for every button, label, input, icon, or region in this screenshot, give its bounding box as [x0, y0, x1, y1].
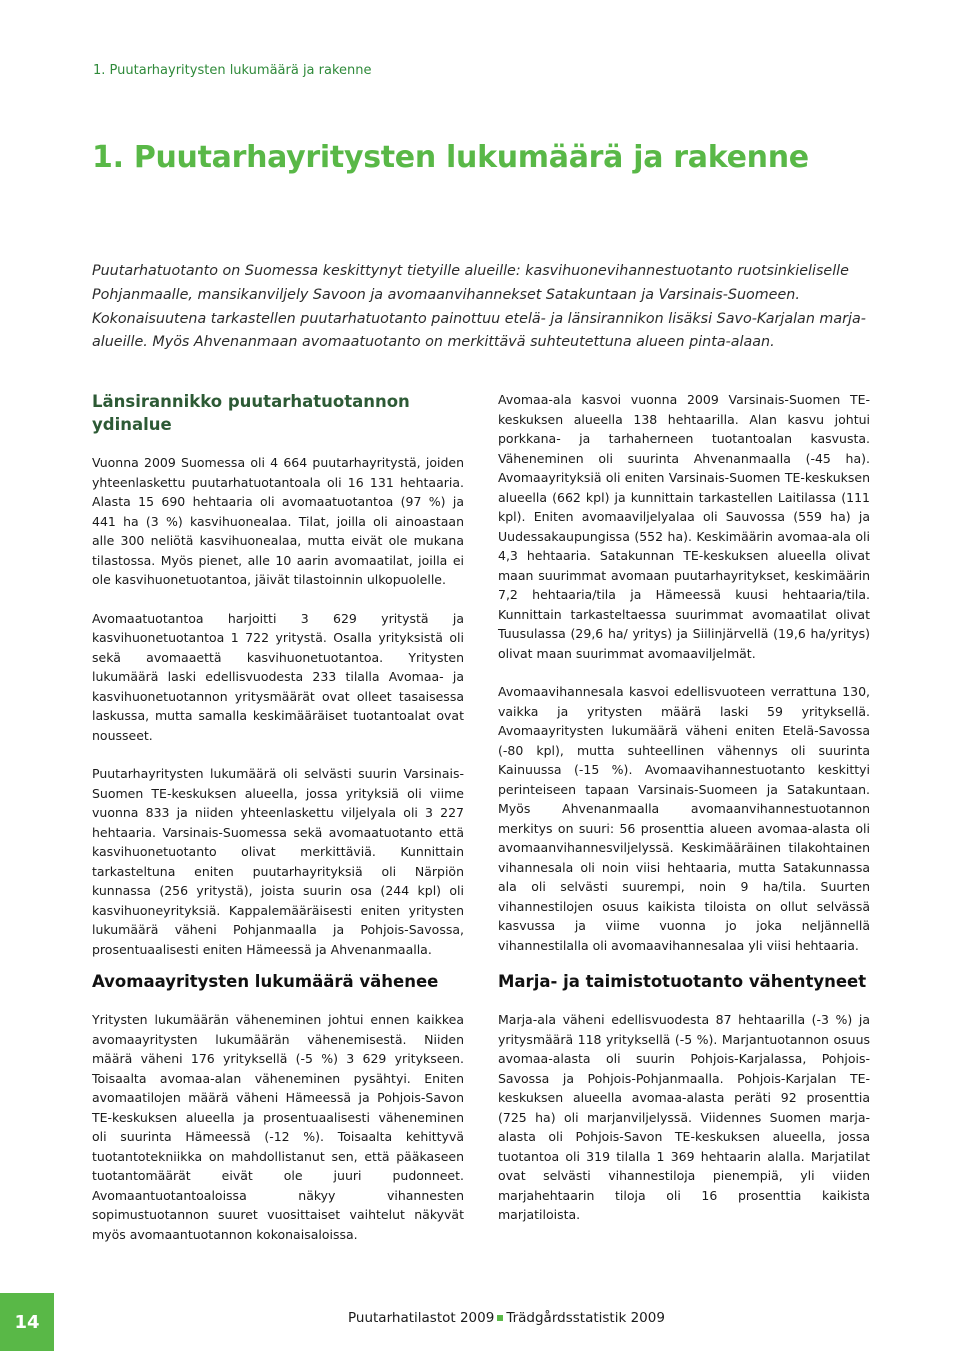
publication-title-sv: Trädgårdsstatistik 2009 [506, 1310, 665, 1326]
bottom-right-column [498, 970, 870, 1225]
intro-paragraph: Puutarhatuotanto on Suomessa keskittynyt tietyille alueille: kasvihuonevihannestuotanto ruotsinkieliselle Pohjanmaalle, mansikanviljely Savoon ja avomaanvihannekset Satakuntaan ja Varsinais-Suomeen. Kokonaisuutena tarkastellen puutarhatuotanto painottuu etelä- ja länsirannikon lisäksi Savo-Karjalan marja-alueille. Myös Ahvenanmaan avomaatuotanto on merkittävä suhteutettuna alueen pinta-alaan. [92, 263, 866, 351]
section-heading-coastal-core: Länsirannikko puutarhatuotannon ydinalue [92, 392, 410, 434]
paragraph: Marja-ala väheni edellisvuodesta 87 hehtaarilla (-3 %) ja yritysmäärä 118 yrityksellä (-5 %). Marjantuotannon osuus avomaa-alasta oli suurin Pohjois-Karjalassa, Pohjois- Savossa ja Pohjois-Pohjanmaalla. Pohjois-Karjalan TE-keskuksen alueella avomaa-alasta peräti 92 prosenttia (725 ha) oli marjanviljelyssä. Viidennes Suomen marja-alasta oli Pohjois-Savon TE-keskuksen alueella, jossa tuotantoa oli 319 tilalla 1 369 hehtaarin alalla. Marjatilat ovat selvästi vihannestiloja pienempiä, yli viiden marjahehtaarin tiloja oli 16 prosenttia kaikista marjatiloista. [498, 1012, 870, 1222]
right-column [498, 390, 870, 955]
intro-block [92, 260, 872, 355]
footer-publication [348, 1310, 665, 1326]
page-number: 14 [0, 1293, 54, 1351]
section-heading-open-field-decline: Avomaayritysten lukumäärä vähenee [92, 972, 439, 991]
paragraph: Vuonna 2009 Suomessa oli 4 664 puutarhayritystä, joiden yhteenlaskettu puutarhatuotantoala oli 16 131 hehtaaria. Alasta 15 690 hehtaaria oli avomaatuotantoa (97 %) ja 441 ha (3 %) kasvihuonealaa. Tilat, joilla oli ainoastaan alle 300 neliötä kasvihuonealaa, mutta eivät ole mukana tilastossa. Myös pienet, alle 10 aarin avomaatilat, joilla ei ole kasvihuonetuotantoa, jäivät tilastoinnin ulkopuolelle. [92, 455, 464, 587]
paragraph: Avomaavihannesala kasvoi edellisvuoteen verrattuna 130, vaikka ja yritysten määrä laski 59 yrityksellä. Avomaayritysten lukumäärä väheni eniten Etelä-Savossa (-80 kpl), mutta suhteellinen vähennys oli suurinta Kainuussa (-15 %). Avomaavihannestuotanto keskittyi perinteiseen tapaan Varsinais-Suomeen ja Satakuntaan. Myös Ahvenanmaalla avomaanvihannestuotannon merkitys on suuri: 56 prosenttia alueen avomaa-alasta oli avomaanvihannesviljelyssä. Keskimääräinen tilakohtainen vihannesala oli noin viisi hehtaaria, mutta Satakunnassa ala oli selvästi suurempi, noin 9 ha/tila. Suurten vihannestilojen osuus kaikista tiloista on ollut selvässä kasvussa ja viime vuonna jo joka neljännellä vihannestilalla oli avomaavihannesalaa yli viisi hehtaaria. [498, 684, 870, 953]
paragraph: Puutarhayritysten lukumäärä oli selvästi suurin Varsinais-Suomen TE-keskuksen alueella, jossa yrityksiä oli viime vuonna 833 ja niiden yhteenlaskettu viljelyala oli 3 227 hehtaaria. Varsinais-Suomessa sekä avomaatuotanto että kasvihuonetuotanto olivat merkittäviä. Kunnittain tarkasteltuna eniten puutarhayrityksiä oli Närpiön kunnassa (256 yritystä), joista suurin osa (244 kpl) oli kasvihuoneyrityksiä. Kappalemääräisesti eniten yritysten lukumäärä väheni Pohjanmaalla ja Pohjois-Savossa, prosentuaalisesti eniten Hämeessä ja Ahvenanmaalla. [92, 766, 464, 957]
chapter-title: 1. Puutarhayritysten lukumäärä ja rakenne [92, 140, 809, 175]
section-heading-berry-nursery: Marja- ja taimistotuotanto vähentyneet [498, 972, 867, 991]
running-head: 1. Puutarhayritysten lukumäärä ja rakenne [93, 63, 372, 78]
paragraph: Avomaa-ala kasvoi vuonna 2009 Varsinais-Suomen TE-keskuksen alueella 138 hehtaarilla. Alan kasvu johtui porkkana- ja tarhaherneen tuotantoalan kasvusta. Väheneminen oli suurinta Ahvenanmaalla (-45 ha). Avomaayrityksiä oli eniten Varsinais-Suomen TE-keskuksen alueella (662 kpl) ja kunnittain tarkastellen Laitilassa (111 kpl). Eniten avomaaviljelyalaa oli Sauvossa (559 ha) ja Uudessakaupungissa (552 ha). Keskimäärin avomaa-ala oli 4,3 hehtaaria. Satakunnan TE-keskuksen alueella olivat maan suurimmat avomaan puutarhayritykset, keskimäärin 7,2 hehtaaria/tila ja Hämeessä kuusi hehtaaria/tila. Kunnittain tarkasteltaessa suurimmat avomaatilat olivat Tuusulassa (29,6 ha/ yritys) ja Siilinjärvellä (19,6 ha/yritys) olivat maan suurimmat avomaaviljelmät. [498, 392, 870, 661]
bottom-left-column [92, 970, 464, 1244]
paragraph: Avomaatuotantoa harjoitti 3 629 yritystä ja kasvihuonetuotantoa 1 722 yritystä. Osalla yrityksistä oli sekä avomaaettä kasvihuonetuotantoa. Yritysten lukumäärä laski edellisvuodesta 233 tilalla Avomaa- ja kasvihuonetuotannon yritysmäärät ovat olleet tasaisessa laskussa, mutta samalla keskimääräiset tuotantoalat ovat nousseet. [92, 610, 464, 743]
paragraph: Yritysten lukumäärän väheneminen johtui ennen kaikkea avomaayritysten lukumäärän vähenemisestä. Niiden määrä väheni 176 yrityksellä (-5 %) 3 629 yritykseen. Toisaalta avomaa-alan väheneminen pysähtyi. Eniten avomaatilojen määrä väheni Hämeessä ja Pohjois-Savon TE-keskuksen alueella ja prosentuaalisesti väheneminen oli suurinta Hämeessä (-12 %). Toisaalta kehittyvä tuotantotekniikka on mahdollistanut sen, että pääkaseen tuotantomäärät eivät ole juuri pudonneet. Avomaantuotantoaloissa näkyy vihannesten sopimustuotannon suuret vuosittaiset vaihtelut näkyvät myös avomaantuotannon kokonaisaloissa. [92, 1012, 464, 1242]
left-column [92, 390, 464, 959]
separator-square-icon [497, 1315, 503, 1321]
publication-title-fi: Puutarhatilastot 2009 [348, 1310, 495, 1326]
